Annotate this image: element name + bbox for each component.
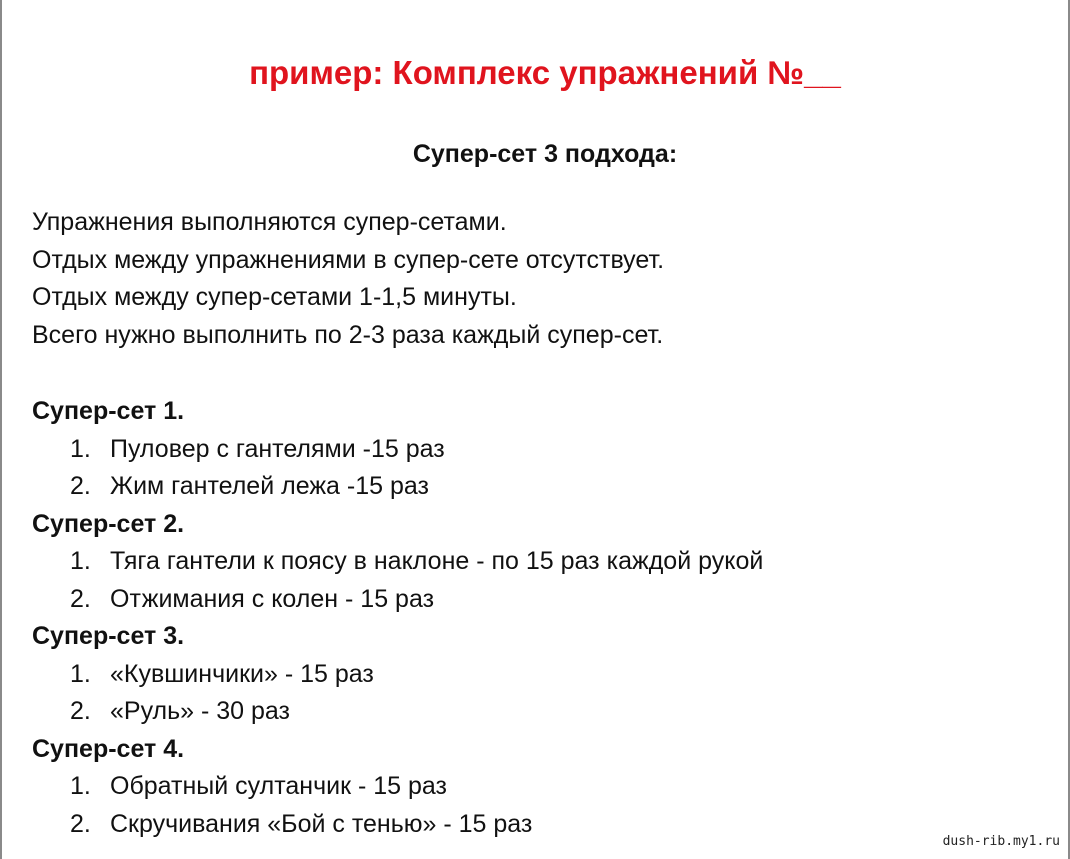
intro-line: Отдых между супер-сетами 1-1,5 минуты. <box>32 283 517 311</box>
exercise-number: 1. <box>70 772 91 800</box>
exercise-item <box>32 693 763 731</box>
intro-line: Отдых между упражнениями в супер-сете отсутствует. <box>32 245 665 274</box>
exercise-item <box>32 543 763 581</box>
exercise-item <box>32 656 763 694</box>
page-edge-left <box>0 0 2 859</box>
superset-3 <box>32 618 763 731</box>
exercise-number: 1. <box>70 434 91 463</box>
superset-2 <box>32 506 763 619</box>
superset-4 <box>32 731 763 844</box>
exercise-text: «Руль» - 30 раз <box>110 697 291 725</box>
exercise-item <box>32 468 763 506</box>
superset-list <box>32 393 763 843</box>
exercise-number: 1. <box>70 547 91 575</box>
intro-line: Всего нужно выполнить по 2-3 раза каждый супер-сет. <box>32 320 664 349</box>
exercise-number: 2. <box>70 697 91 725</box>
superset-heading: Супер-сет 2. <box>32 509 185 538</box>
page-subtitle: Супер-сет 3 подхода: <box>412 140 678 168</box>
exercise-list <box>32 656 763 731</box>
intro-text <box>32 204 664 354</box>
exercise-text: Отжимания с колен - 15 раз <box>110 584 435 613</box>
exercise-list <box>32 431 763 506</box>
exercise-text: «Кувшинчики» - 15 раз <box>110 659 374 688</box>
exercise-text: Обратный султанчик - 15 раз <box>110 772 447 800</box>
exercise-text: Жим гантелей лежа -15 раз <box>110 472 429 500</box>
superset-heading: Супер-сет 1. <box>32 397 185 425</box>
exercise-text: Скручивания «Бой с тенью» - 15 раз <box>110 809 533 838</box>
exercise-list <box>32 768 763 843</box>
exercise-number: 2. <box>70 584 91 613</box>
page-title: пример: Комплекс упражнений №__ <box>249 54 841 91</box>
exercise-number: 2. <box>70 472 91 500</box>
superset-heading: Супер-сет 4. <box>32 734 185 763</box>
exercise-item <box>32 768 763 806</box>
exercise-item <box>32 431 763 469</box>
superset-heading: Супер-сет 3. <box>32 622 185 650</box>
exercise-item <box>32 581 763 619</box>
exercise-text: Тяга гантели к поясу в наклоне - по 15 раз каждой рукой <box>110 547 764 575</box>
superset-1 <box>32 393 763 506</box>
exercise-number: 2. <box>70 809 91 838</box>
exercise-item <box>32 806 763 844</box>
watermark: dush-rib.my1.ru <box>942 834 1060 849</box>
exercise-text: Пуловер с гантелями -15 раз <box>110 434 445 463</box>
exercise-number: 1. <box>70 659 91 688</box>
intro-line: Упражнения выполняются супер-сетами. <box>32 208 507 236</box>
exercise-list <box>32 543 763 618</box>
